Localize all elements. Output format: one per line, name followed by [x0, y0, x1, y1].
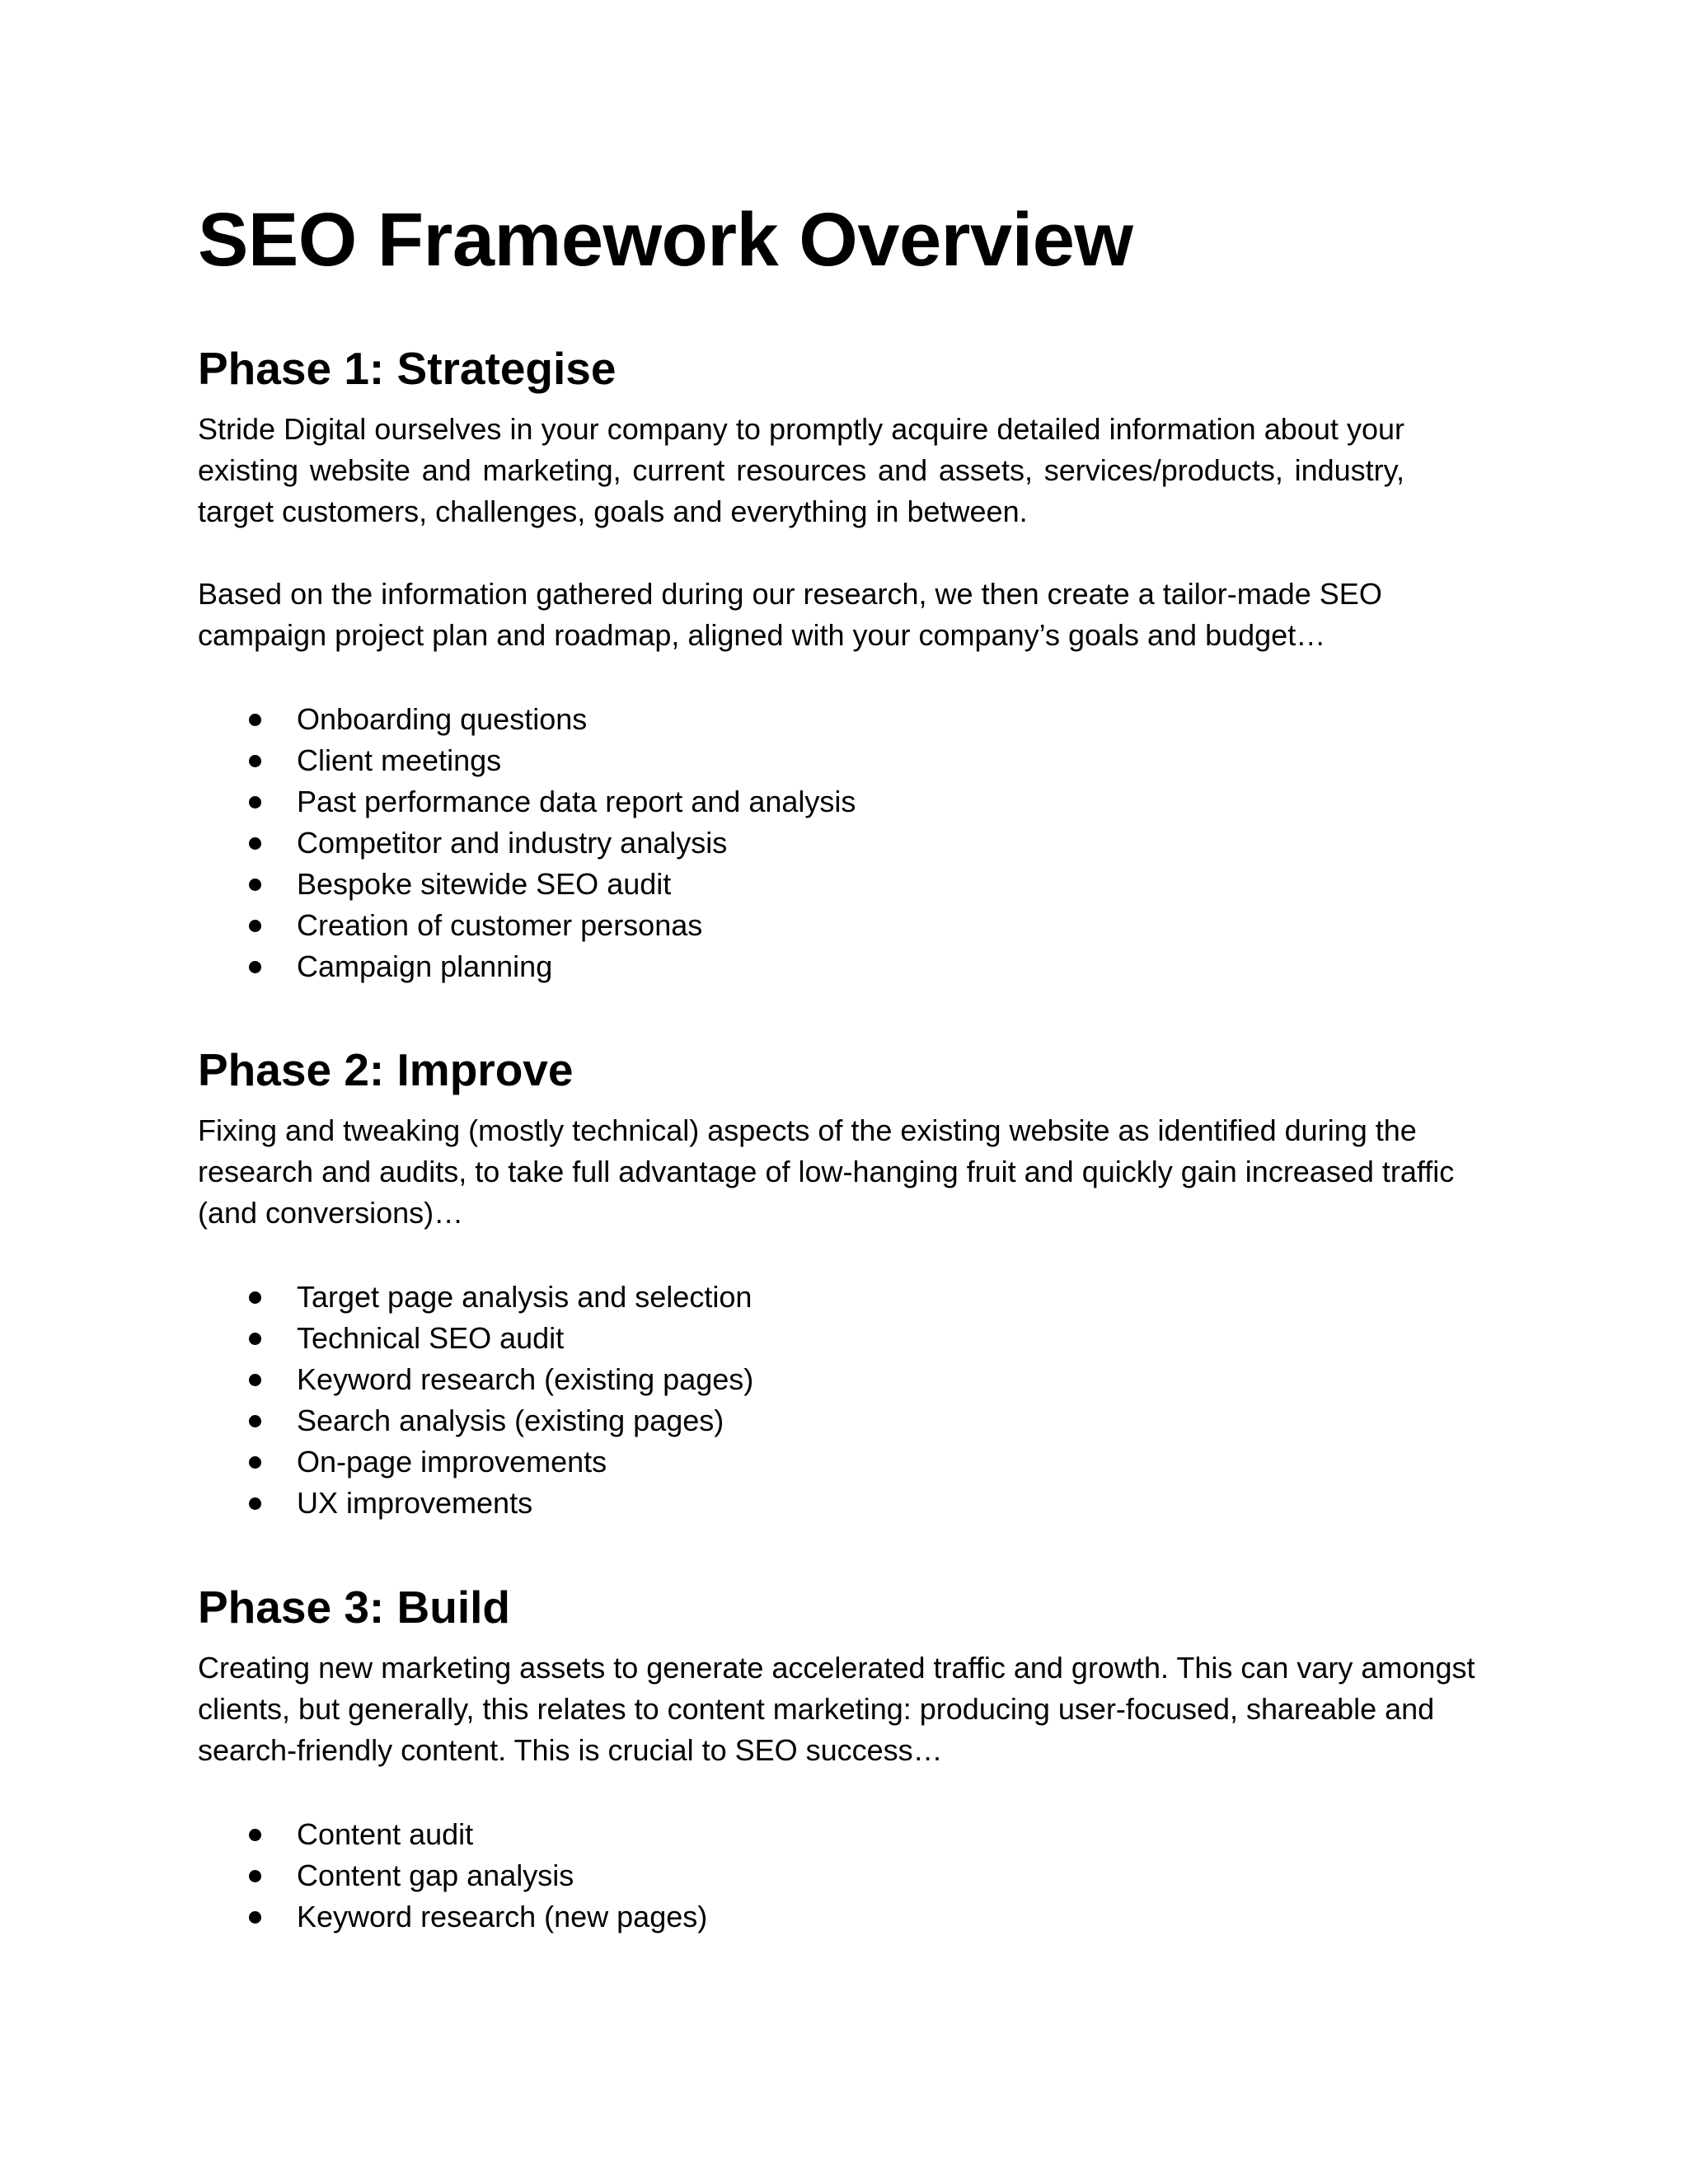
list-item [198, 864, 1492, 905]
phase-2-list [198, 1277, 1492, 1524]
list-item [198, 1896, 1492, 1938]
list-item [198, 699, 1492, 740]
list-item-text: Keyword research (existing pages) [297, 1362, 754, 1396]
bullet-icon [249, 961, 261, 973]
phase-1-list [198, 699, 1492, 987]
phase-3-paragraph-1: Creating new marketing assets to generate accelerated traffic and growth. This can vary amongst clients, but generally, this relates to content marketing: producing user-focused, shareable and search-friendly content. This is crucial to SEO success… [198, 1651, 1475, 1767]
phase-3-list [198, 1814, 1492, 1938]
list-item-text: Keyword research (new pages) [297, 1900, 708, 1933]
bullet-icon [249, 1456, 261, 1469]
bullet-icon [249, 920, 261, 932]
bullet-icon [249, 796, 261, 808]
list-item [198, 1441, 1492, 1483]
list-item [198, 1318, 1492, 1359]
list-item [198, 1400, 1492, 1441]
list-item [198, 1814, 1492, 1855]
bullet-icon [249, 1911, 261, 1924]
list-item-text: Past performance data report and analysis [297, 785, 856, 818]
bullet-icon [249, 1374, 261, 1386]
phase-3-heading: Phase 3: Build [198, 1582, 510, 1633]
list-item-text: Onboarding questions [297, 702, 588, 736]
bullet-icon [249, 1333, 261, 1345]
bullet-icon [249, 1497, 261, 1510]
list-item-text: Content audit [297, 1817, 474, 1851]
list-item-text: On-page improvements [297, 1445, 607, 1479]
list-item [198, 740, 1492, 781]
bullet-icon [249, 1870, 261, 1882]
list-item-text: UX improvements [297, 1486, 533, 1520]
list-item-text: Campaign planning [297, 949, 553, 983]
list-item-text: Target page analysis and selection [297, 1280, 753, 1314]
list-item [198, 781, 1492, 823]
phase-1-heading: Phase 1: Strategise [198, 343, 617, 394]
list-item-text: Search analysis (existing pages) [297, 1404, 724, 1437]
list-item-text: Content gap analysis [297, 1858, 574, 1892]
bullet-icon [249, 1291, 261, 1304]
phase-2-section [198, 1041, 1492, 1524]
list-item-text: Technical SEO audit [297, 1321, 565, 1355]
list-item-text: Client meetings [297, 743, 502, 777]
list-item [198, 946, 1492, 987]
bullet-icon [249, 714, 261, 726]
phase-2-paragraph-1: Fixing and tweaking (mostly technical) aspects of the existing website as identified during the research and audits, to take full advantage of low-hanging fruit and quickly gain increased traffic (and conversions)… [198, 1113, 1455, 1230]
phase-3-section [198, 1578, 1492, 1938]
phase-1-paragraph-2: Based on the information gathered during our research, we then create a tailor-made SEO campaign project plan and roadmap, aligned with your company’s goals and budget… [198, 577, 1382, 652]
list-item [198, 1855, 1492, 1896]
list-item-text: Competitor and industry analysis [297, 826, 728, 860]
phase-1-paragraph-1: Stride Digital ourselves in your company to promptly acquire detailed information about your existing website and marketing, current resources and assets, services/products, industry, target customers, challenges, goals and everything in between. [198, 412, 1404, 528]
bullet-icon [249, 879, 261, 891]
list-item [198, 1359, 1492, 1400]
list-item-text: Creation of customer personas [297, 908, 703, 942]
phase-1-section [198, 340, 1492, 987]
list-item [198, 823, 1492, 864]
list-item [198, 905, 1492, 946]
list-item [198, 1277, 1492, 1318]
page-title: SEO Framework Overview [198, 198, 1133, 282]
bullet-icon [249, 1415, 261, 1427]
list-item-text: Bespoke sitewide SEO audit [297, 867, 672, 901]
bullet-icon [249, 1829, 261, 1841]
list-item [198, 1483, 1492, 1524]
phase-2-heading: Phase 2: Improve [198, 1044, 574, 1095]
bullet-icon [249, 755, 261, 767]
bullet-icon [249, 837, 261, 850]
